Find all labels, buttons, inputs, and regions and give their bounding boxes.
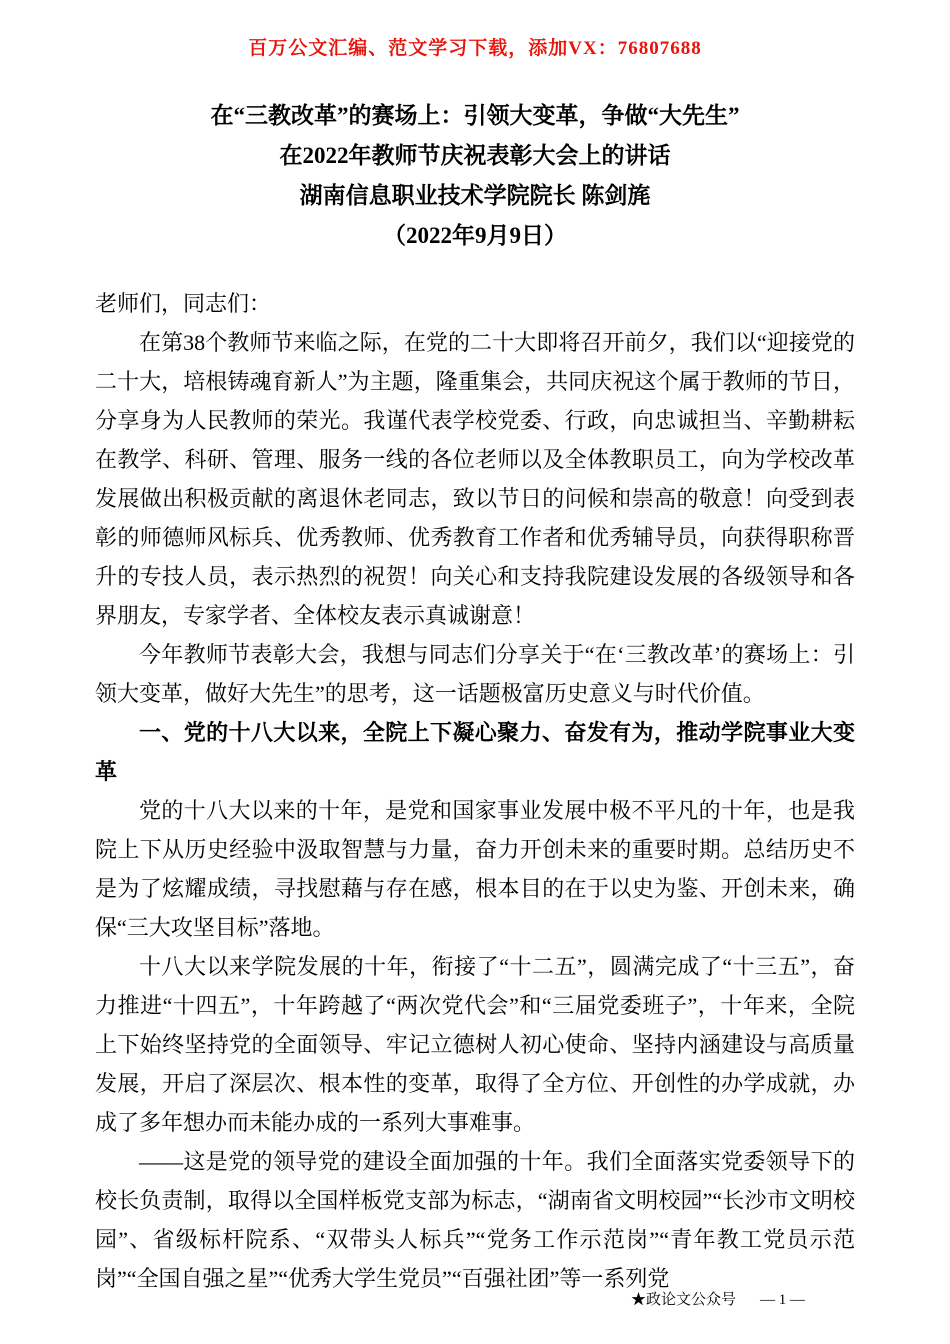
paragraph-1: 在第38个教师节来临之际，在党的二十大即将召开前夕，我们以“迎接党的二十大，培根铸魂育新人”为主题，隆重集会，共同庆祝这个属于教师的节日，分享身为人民教师的荣光。我谨代表学校党委、行政，向忠诚担当、辛勤耕耘在教学、科研、管理、服务一线的各位老师以及全体教职员工，向为学校改革发展做出积极贡献的离退休老同志，致以节日的问候和崇高的敬意！向受到表彰的师德师风标兵、优秀教师、优秀教育工作者和优秀辅导员，向获得职称晋升的专技人员，表示热烈的祝贺！向关心和支持我院建设发展的各级领导和各界朋友，专家学者、全体校友表示真诚谢意！ — [95, 330, 855, 628]
section-heading-1: 一、党的十八大以来，全院上下凝心聚力、奋发有为，推动学院事业大变革 — [95, 720, 855, 784]
header-notice: 百万公文汇编、范文学习下载，添加VX：76807688 — [248, 38, 702, 59]
page-number: — 1 — — [760, 1292, 805, 1308]
paragraph-2: 今年教师节表彰大会，我想与同志们分享关于“在‘三教改革’的赛场上：引领大变革，做好大先生”的思考，这一话题极富历史意义与时代价值。 — [95, 642, 855, 706]
page-footer — [631, 1290, 805, 1310]
paragraph-3: 党的十八大以来的十年，是党和国家事业发展中极不平凡的十年，也是我院上下从历史经验中汲取智慧与力量，奋力开创未来的重要时期。总结历史不是为了炫耀成绩，寻找慰藉与存在感，根本目的在于以史为鉴、开创未来，确保“三大攻坚目标”落地。 — [95, 798, 855, 940]
document-body — [95, 284, 855, 1298]
paragraph-4: 十八大以来学院发展的十年，衔接了“十二五”，圆满完成了“十三五”，奋力推进“十四五”，十年跨越了“两次党代会”和“三届党委班子”，十年来，全院上下始终坚持党的全面领导、牢记立德树人初心使命、坚持内涵建设与高质量发展，开启了深层次、根本性的变革，取得了全方位、开创性的办学成就，办成了多年想办而未能办成的一系列大事难事。 — [95, 954, 855, 1135]
salutation: 老师们，同志们： — [95, 291, 272, 316]
doc-subtitle: 在2022年教师节庆祝表彰大会上的讲话 — [279, 143, 671, 168]
footer-label: ★政论文公众号 — [630, 1292, 736, 1308]
title-block — [95, 96, 855, 256]
doc-author: 湖南信息职业技术学院院长 陈剑旄 — [299, 183, 651, 208]
paragraph-5: ——这是党的领导党的建设全面加强的十年。我们全面落实党委领导下的校长负责制，取得以全国样板党支部为标志，“湖南省文明校园”“长沙市文明校园”、省级标杆院系、“双带头人标兵”“党务工作示范岗”“青年教工党员示范岗”“全国自强之星”“优秀大学生党员”“百强社团”等一系列党 — [95, 1149, 855, 1291]
doc-date: （2022年9月9日） — [383, 223, 567, 248]
doc-title: 在“三教改革”的赛场上：引领大变革，争做“大先生” — [210, 103, 740, 128]
